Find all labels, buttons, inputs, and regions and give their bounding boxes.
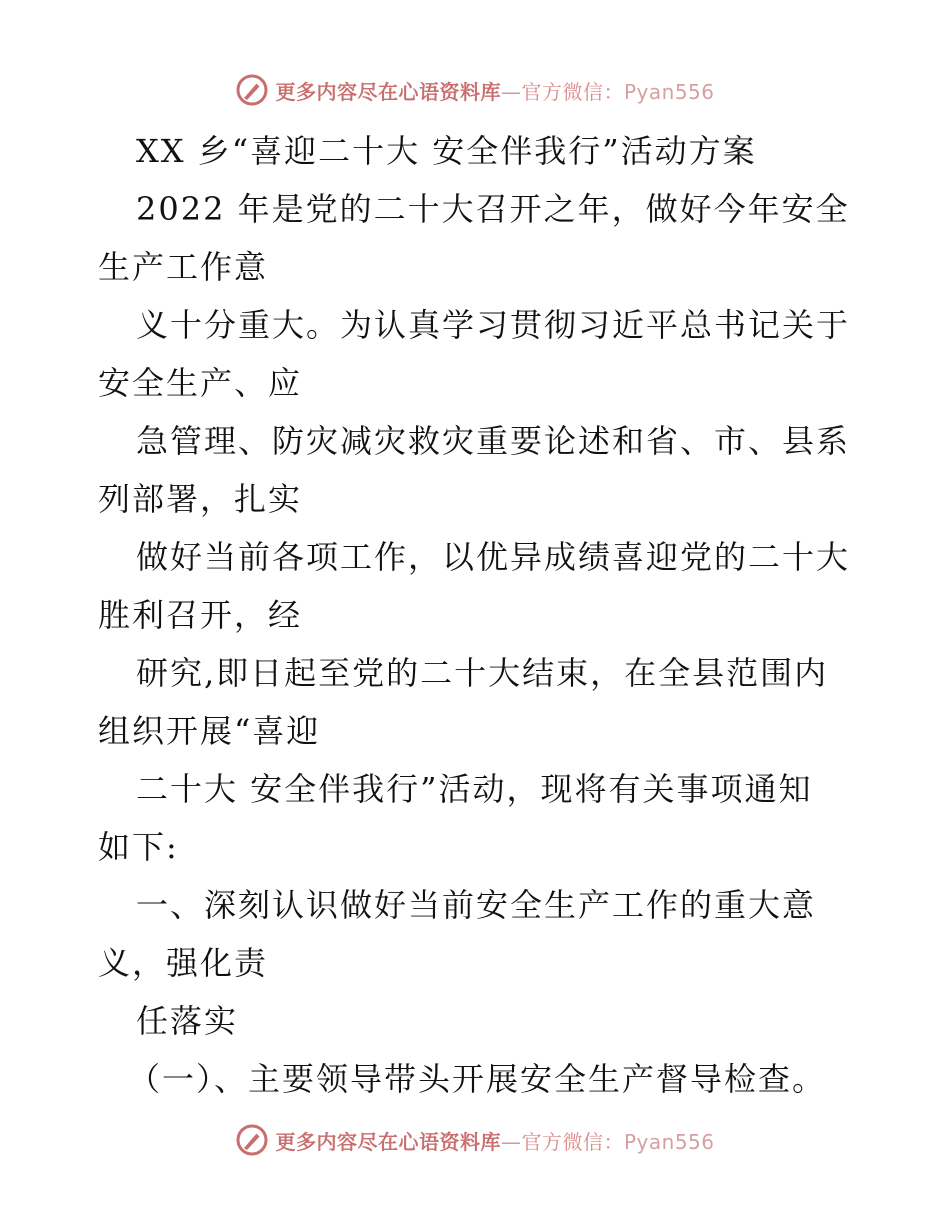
section-heading-line: 任落实 xyxy=(136,1002,239,1040)
watermark-label: 官方微信： xyxy=(521,1129,624,1154)
watermark-account: Pyan556 xyxy=(623,79,715,104)
paragraph-line: 二十大 安全伴我行”活动，现将有关事项通知 xyxy=(136,770,813,808)
watermark-separator: — xyxy=(500,1129,522,1154)
paragraph-line: 胜利召开，经 xyxy=(98,596,303,634)
watermark-separator: — xyxy=(500,79,522,104)
watermark-text xyxy=(275,76,714,105)
paragraph-line: 组织开展“喜迎 xyxy=(98,712,321,750)
watermark-header xyxy=(0,70,950,110)
pen-logo-icon xyxy=(235,73,269,107)
paragraph-line: 义十分重大。为认真学习贯彻习近平总书记关于 xyxy=(136,306,851,344)
section-heading-line: 一、深刻认识做好当前安全生产工作的重大意 xyxy=(136,886,817,924)
watermark-label: 官方微信： xyxy=(521,79,624,104)
paragraph-line: 生产工作意 xyxy=(98,248,269,286)
paragraph-line: 2022 年是党的二十大召开之年，做好今年安全 xyxy=(136,190,850,228)
document-title: XX 乡“喜迎二十大 安全伴我行”活动方案 xyxy=(136,132,757,170)
paragraph-line: 做好当前各项工作，以优异成绩喜迎党的二十大 xyxy=(136,538,851,576)
paragraph-line: 列部署，扎实 xyxy=(98,480,303,518)
watermark-brand: 更多内容尽在心语资料库 xyxy=(275,1129,501,1154)
watermark-footer xyxy=(0,1120,950,1160)
paragraph-line: 急管理、防灾减灾救灾重要论述和省、市、县系 xyxy=(136,422,851,460)
section-heading-line: 义，强化责 xyxy=(98,944,269,982)
pen-logo-icon xyxy=(235,1123,269,1157)
paragraph-line: 研究,即日起至党的二十大结束，在全县范围内 xyxy=(136,654,829,692)
watermark-account: Pyan556 xyxy=(623,1129,715,1154)
paragraph-line: 如下: xyxy=(98,828,179,866)
document-body xyxy=(98,122,858,1108)
watermark-text xyxy=(275,1126,714,1155)
subsection-heading: （一）、主要领导带头开展安全生产督导检查。 xyxy=(128,1060,827,1098)
paragraph-line: 安全生产、应 xyxy=(98,364,303,402)
watermark-brand: 更多内容尽在心语资料库 xyxy=(275,79,501,104)
